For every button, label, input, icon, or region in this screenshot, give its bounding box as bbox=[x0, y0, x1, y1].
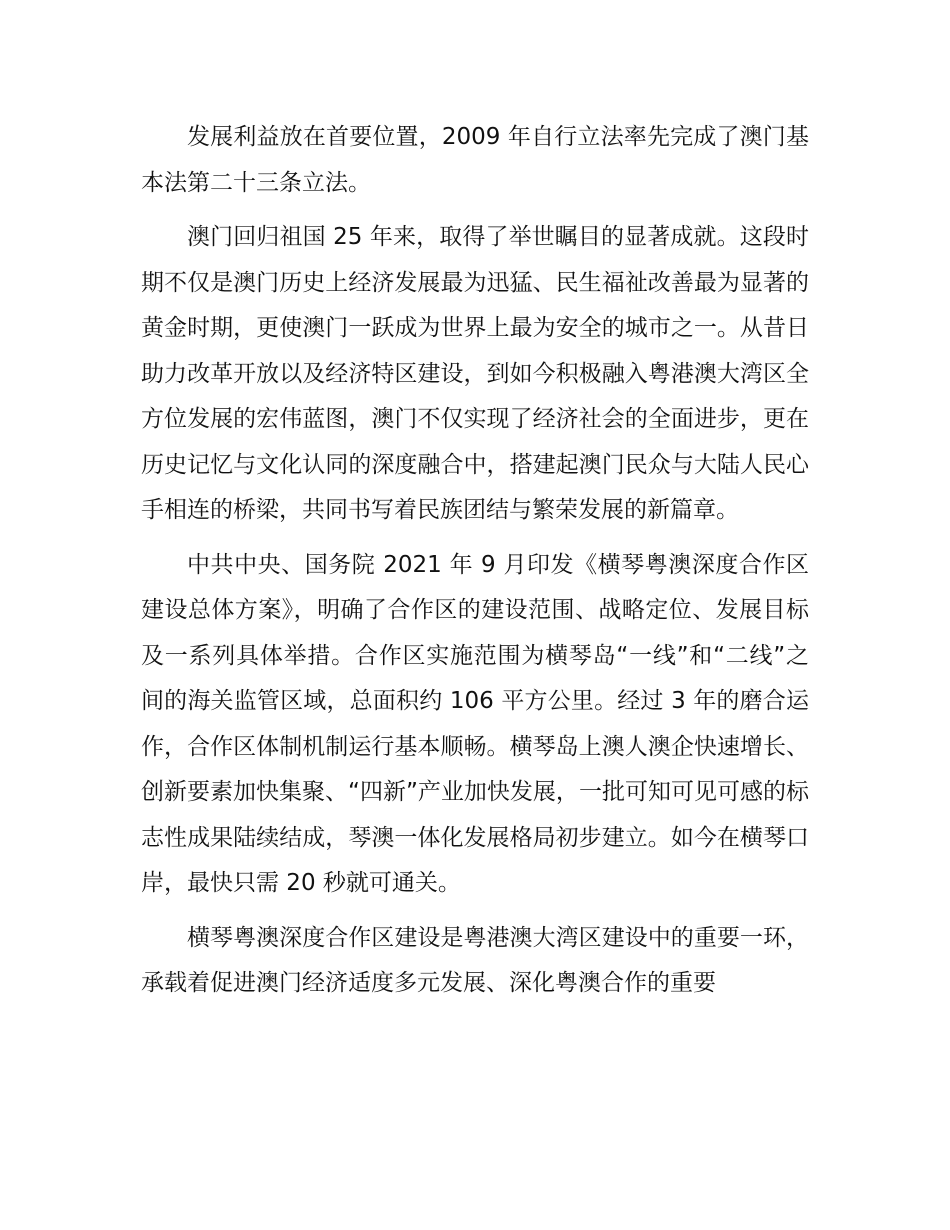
paragraph-2: 澳门回归祖国 25 年来，取得了举世瞩目的显著成就。这段时期不仅是澳门历史上经济发展最为迅猛、民生福祉改善最为显著的黄金时期，更使澳门一跃成为世界上最为安全的城市之一。从昔日助力改革开放以及经济特区建设，到如今积极融入粤港澳大湾区全方位发展的宏伟蓝图，澳门不仅实现了经济社会的全面进步，更在历史记忆与文化认同的深度融合中，搭建起澳门民众与大陆人民心手相连的桥梁，共同书写着民族团结与繁荣发展的新篇章。 bbox=[141, 224, 809, 523]
document-body bbox=[141, 115, 809, 1016]
paragraph-3: 中共中央、国务院 2021 年 9 月印发《横琴粤澳深度合作区建设总体方案》，明确了合作区的建设范围、战略定位、发展目标及一系列具体举措。合作区实施范围为横琴岛“一线”和“二线”之间的海关监管区域，总面积约 106 平方公里。经过 3 年的磨合运作，合作区体制机制运行基本顺畅。横琴岛上澳人澳企快速增长、创新要素加快集聚、“四新”产业加快发展，一批可知可见可感的标志性成果陆续结成，琴澳一体化发展格局初步建立。如今在横琴口岸，最快只需 20 秒就可通关。 bbox=[141, 551, 809, 896]
paragraph-4: 横琴粤澳深度合作区建设是粤港澳大湾区建设中的重要一环，承载着促进澳门经济适度多元发展、深化粤澳合作的重要 bbox=[141, 924, 809, 996]
paragraph-1: 发展利益放在首要位置，2009 年自行立法率先完成了澳门基本法第二十三条立法。 bbox=[141, 124, 809, 196]
